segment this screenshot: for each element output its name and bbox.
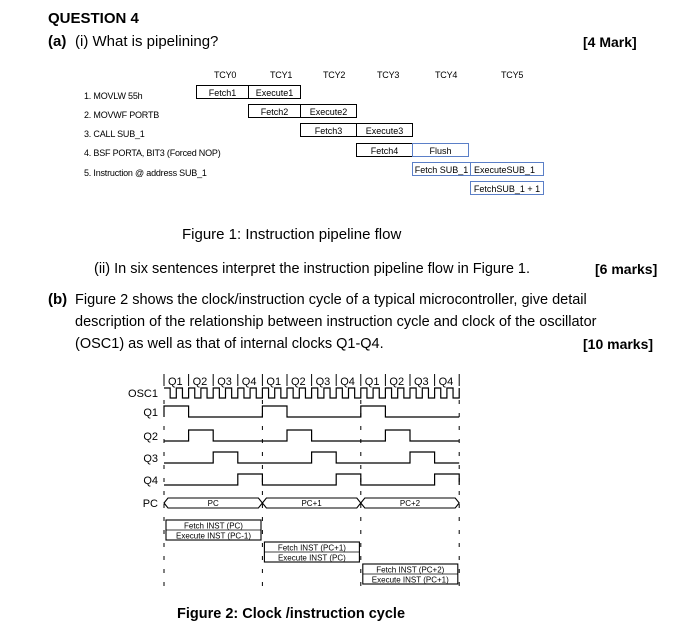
cell-fetch3: Fetch3 xyxy=(300,123,357,137)
signal-label-osc1: OSC1 xyxy=(128,388,158,400)
q-label: Q3 xyxy=(217,376,232,388)
part-a-label: (a) xyxy=(48,33,67,50)
signal-label-q2: Q2 xyxy=(143,431,158,443)
pc-value: PC+1 xyxy=(301,499,322,508)
q-label: Q3 xyxy=(315,376,331,388)
part-b-label: (b) xyxy=(48,291,68,308)
q3-waveform xyxy=(164,452,459,463)
execute-label: Execute INST (PC) xyxy=(277,553,346,563)
cell-execute1: Execute1 xyxy=(248,85,301,99)
instruction-3: 3. CALL SUB_1 xyxy=(84,129,145,139)
instruction-5: 5. Instruction @ address SUB_1 xyxy=(84,168,207,178)
execute-label: Execute INST (PC+1) xyxy=(371,575,449,585)
pc-bus xyxy=(164,498,459,508)
signal-label-q1: Q1 xyxy=(143,407,158,419)
cycle-label-tcy0: TCY0 xyxy=(214,70,237,80)
q-label: Q1 xyxy=(168,376,183,388)
q-label: Q2 xyxy=(389,376,405,388)
cell-fetch2: Fetch2 xyxy=(248,104,301,118)
instruction-1: 1. MOVLW 55h xyxy=(84,91,143,101)
marks-a-ii: [6 marks] xyxy=(595,261,658,277)
question-a-i: (i) What is pipelining? xyxy=(75,33,219,50)
instruction-2: 2. MOVWF PORTB xyxy=(84,110,160,120)
q4-waveform xyxy=(164,474,459,485)
figure1-caption: Figure 1: Instruction pipeline flow xyxy=(182,226,402,243)
cell-fetch4: Fetch4 xyxy=(356,143,413,157)
question-title: QUESTION 4 xyxy=(48,10,139,27)
instruction-4: 4. BSF PORTA, BIT3 (Forced NOP) xyxy=(84,148,221,158)
question-b-line3: (OSC1) as well as that of internal clocks Q1-Q4. xyxy=(75,336,384,352)
q-label: Q4 xyxy=(340,376,355,388)
cell-flush: Flush xyxy=(412,143,469,157)
pc-value: PC xyxy=(207,499,219,508)
cycle-label-tcy3: TCY3 xyxy=(377,70,400,80)
cell-fetch-sub1-plus1: FetchSUB_1 + 1 xyxy=(470,181,544,195)
cycle-boxes xyxy=(166,520,458,585)
cycle-label-tcy1: TCY1 xyxy=(270,70,293,80)
q-labels xyxy=(164,374,459,388)
osc1-waveform xyxy=(164,388,459,398)
q-label: Q2 xyxy=(291,376,306,388)
cycle-label-tcy4: TCY4 xyxy=(435,70,458,80)
q1-waveform xyxy=(164,406,459,417)
figure2-caption: Figure 2: Clock /instruction cycle xyxy=(177,606,406,622)
fetch-label: Fetch INST (PC) xyxy=(184,521,243,531)
marks-b: [10 marks] xyxy=(583,336,654,352)
signal-label-q4: Q4 xyxy=(143,475,158,487)
q2-waveform xyxy=(164,430,459,441)
q-label: Q3 xyxy=(414,376,429,388)
fetch-label: Fetch INST (PC+1) xyxy=(277,543,346,553)
q-label: Q4 xyxy=(241,376,257,388)
execute-label: Execute INST (PC-1) xyxy=(176,531,251,541)
signal-labels xyxy=(128,388,158,510)
q-label: Q4 xyxy=(438,376,454,388)
pc-value: PC+2 xyxy=(399,499,421,508)
cell-execute3: Execute3 xyxy=(356,123,413,137)
cell-execute2: Execute2 xyxy=(300,104,357,118)
question-a-ii: (ii) In six sentences interpret the instruction pipeline flow in Figure 1. xyxy=(94,261,531,277)
question-b-line2: description of the relationship between instruction cycle and clock of the oscillator xyxy=(75,314,597,330)
q-label: Q1 xyxy=(364,376,380,388)
q-label: Q1 xyxy=(266,376,282,388)
cell-fetch-sub1: Fetch SUB_1 xyxy=(412,162,471,176)
cell-fetch1: Fetch1 xyxy=(196,85,249,99)
signal-label-q3: Q3 xyxy=(143,453,158,465)
q-label: Q2 xyxy=(192,376,208,388)
question-b-line1: Figure 2 shows the clock/instruction cycle of a typical microcontroller, give detail xyxy=(75,292,587,308)
cell-execute-sub1: ExecuteSUB_1 xyxy=(470,162,544,176)
cycle-label-tcy2: TCY2 xyxy=(323,70,346,80)
cycle-label-tcy5: TCY5 xyxy=(501,70,524,80)
fetch-label: Fetch INST (PC+2) xyxy=(376,565,445,575)
signal-label-pc: PC xyxy=(142,498,158,510)
marks-a-i: [4 Mark] xyxy=(583,34,637,50)
